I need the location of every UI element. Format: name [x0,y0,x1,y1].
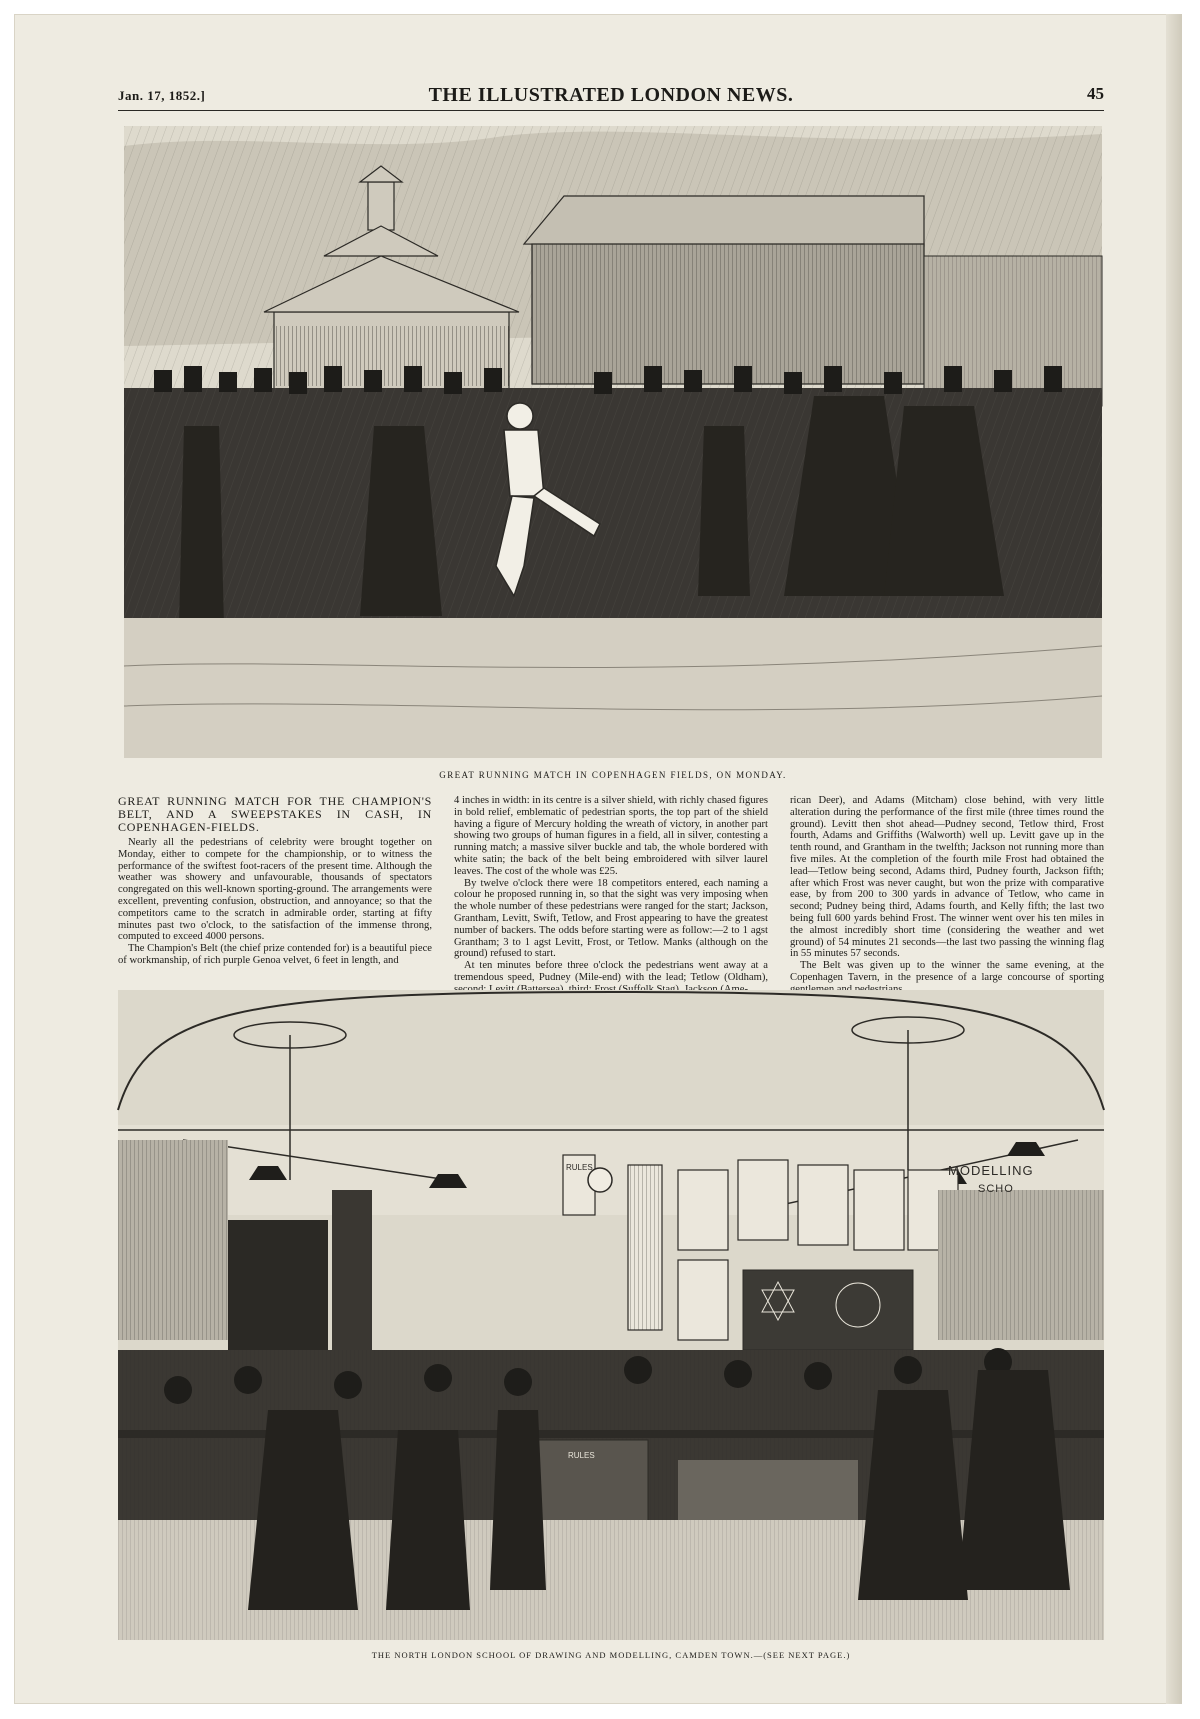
paragraph: Nearly all the pedestrians of celebrity were brought together on Monday, either to compete for the championship, or to witness the performance of the swiftest foot-racers of the present time. Although the weather was showery and unfavourable, thousands of spectators congregated on this well-known sporting-ground. The arrangements were excellent, preventing confusion, obstruction, and annoyance; so that the competitors came to the scratch in admirable order, starting at fifty minutes past two o'clock, to the satisfaction of the immense throng, computed to exceed 4000 persons. [118,837,432,943]
paragraph: At ten minutes before three o'clock the pedestrians went away at a tremendous speed, Pudney (Mile-end) with the lead; Tetlow (Oldham), [454,960,768,983]
modelling-sign: MODELLING [948,1163,1034,1178]
article-column-2 [454,795,768,987]
running-match-caption: GREAT RUNNING MATCH IN COPENHAGEN FIELDS, ON MONDAY. [439,770,787,780]
page-number: 45 [1087,84,1104,103]
issue-date: Jan. 17, 1852.] [118,88,206,103]
rules-desk-sign: RULES [568,1451,595,1460]
rules-wall-sign: RULES [566,1163,593,1172]
drawing-school-engraving [118,990,1104,1640]
page-header [118,82,1104,108]
running-match-engraving [124,126,1102,758]
paragraph: rican Deer), and Adams (Mitcham) close behind, with very little alteration during the performance of the first mile (three times round the ground). Levitt then shot ahead—Pudney second, Tetlow third, Frost fourth, Adams and Griffiths (Walworth) well up. Levitt gave up in the tenth round, and Grantham in the twelfth; Jackson not running more than five miles. At the completion of the fourth mile Frost had obtained the lead—Tetlow being second, Adams third, Pudney fourth, Jackson fifth; after which Frost was never caught, but won the prize with comparative ease, by from 200 to 300 yards in advance of Tetlow, who came in second; Pudney being third, Adams fourth, and Kelly fifth; the last two being full 600 yards behind Frost. The winner went over his ten miles in the almost incredibly short time (considering the weather and wet ground) of 54 minutes 21 seconds—the last two passing the winning flag in 55 minutes 57 seconds. [790,795,1104,960]
paragraph: By twelve o'clock there were 18 competitors entered, each naming a colour he proposed running in, so that the sight was very imposing when the whole number of these pedestrians were ranged for the start; Jackson, Grantham, Levitt, Swift, Tetlow, and Frost appearing to have the greatest number of backers. The odds before starting were as follow:—2 to 1 agst Grantham; 3 to 1 agst Levitt, Frost, or Tetlow. Manks (although on the ground) refused to start. [454,877,768,960]
article-column-1 [118,795,432,987]
school-sign: SCHO [978,1183,1014,1195]
masthead: THE ILLUSTRATED LONDON NEWS. [428,84,794,106]
article [118,795,1104,987]
header-rule [118,110,1104,111]
paragraph: The Belt was given up to the winner the same evening, at the Copenhagen Tavern, in the presence of a large concourse of sporting [790,960,1104,983]
drawing-school-caption: THE NORTH LONDON SCHOOL OF DRAWING AND MODELLING, CAMDEN TOWN.—(SEE NEXT PAGE.) [371,1650,851,1660]
article-headline: GREAT RUNNING MATCH FOR THE CHAMPION'S BELT, AND A SWEEPSTAKES IN CASH, IN COPENHAGEN-FIELDS. [118,794,432,834]
page-edge [1166,14,1182,1704]
article-column-3 [790,795,1104,987]
paragraph: The Champion's Belt (the chief prize contended for) is a beautiful piece of workmanship, of rich purple Genoa velvet, 6 feet in length, and [118,943,432,966]
paragraph: 4 inches in width: in its centre is a silver shield, with richly chased figures in bold relief, emblematic of pedestrian sports, the top part of the shield having a figure of Mercury holding the wreath of victory, in another part showing two groups of human figures in a field, all in silver, contesting a running match; a massive silver buckle and tab, the whole bordered with white satin; the back of the belt being embroidered with silver laurel leaves. The cost of the whole was £25. [454,795,768,877]
